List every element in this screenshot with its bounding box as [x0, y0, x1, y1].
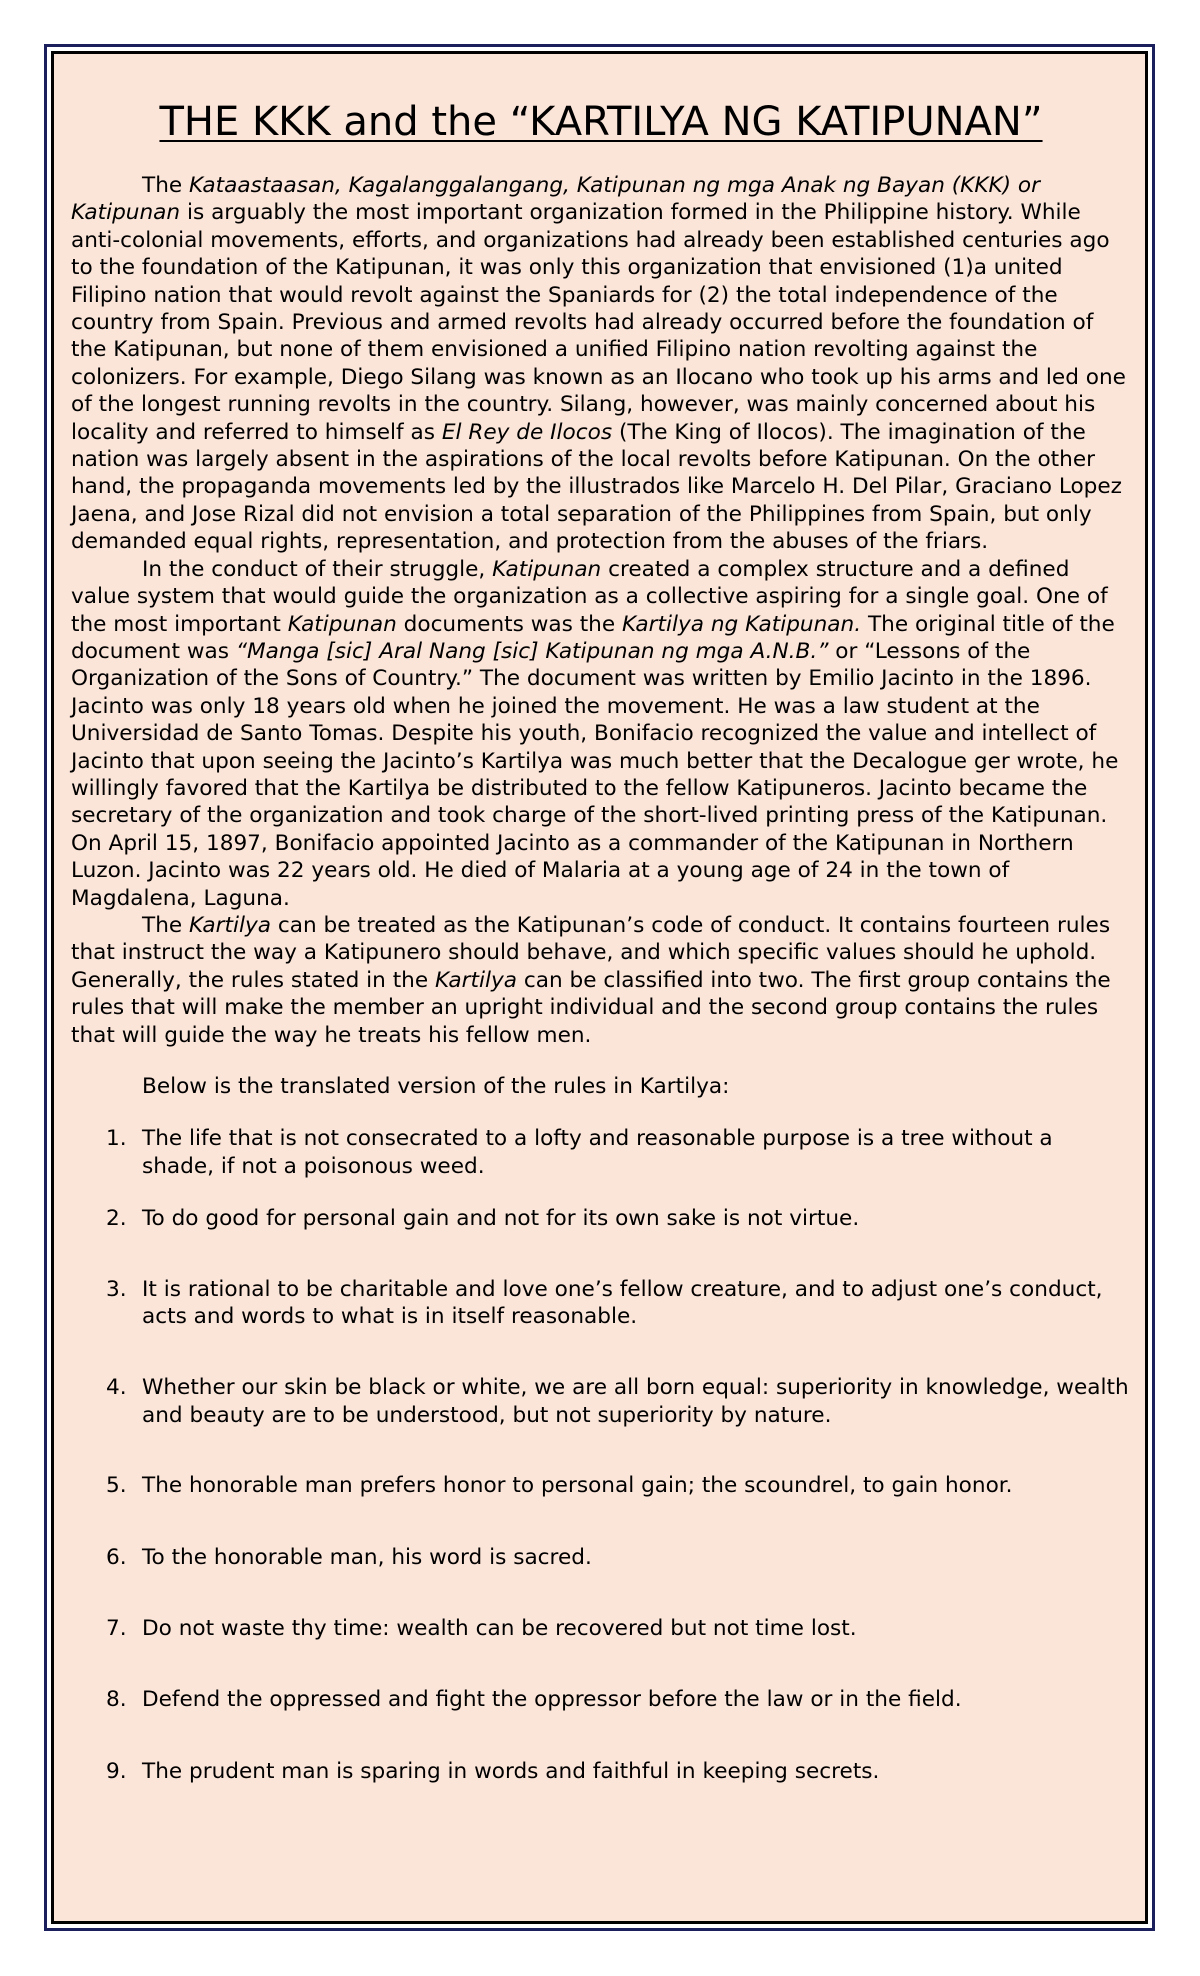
text-segment-italic: Kartilya ng Katipunan. [622, 611, 862, 637]
list-number: 9. [106, 1758, 127, 1784]
text-segment: created a complex structure and a defined value system that would guide the organization as a collective aspiring for a single goal. One of the most important [71, 556, 1108, 637]
text-segment-italic: “Manga [sic] Aral Nang [sic] Katipunan ng mga A.N.B.” [235, 638, 829, 664]
list-number: 7. [106, 1616, 127, 1642]
rule-text: Whether our skin be black or white, we are all born equal: superiority in knowledge, wealth and beauty are to be understood, but not superiority by nature. [142, 1375, 1129, 1428]
rule-text: To do good for personal gain and not for its own sake is not virtue. [142, 1206, 860, 1232]
rule-text: The life that is not consecrated to a lofty and reasonable purpose is a tree without a shade, if not a poisonous weed. [142, 1126, 1053, 1179]
list-item [71, 1125, 1131, 1180]
text-segment: can be treated as the Katipunan’s code of conduct. It contains fourteen rules that instruct the way a Katipunero should behave, and which specific values should he uphold. Generally, the rules stated in the [71, 912, 1111, 993]
list-number: 3. [106, 1276, 127, 1302]
rule-text: The honorable man prefers honor to personal gain; the scoundrel, to gain honor. [142, 1473, 1013, 1499]
text-segment: is arguably the most important organization formed in the Philippine history. While anti-colonial movements, efforts, and organizations had already been established centuries ago to the foundation of the Katipunan, it was only this organization that envisioned (1)a united Filipino nation that would revolt against the Spaniards for (2) the total independence of the country from Spain. Previous and armed revolts had already occurred before the foundation of the Katipunan, but none of them envisioned a unified Filipino nation revolting against the colonizers. For example, Diego Silang was known as an Ilocano who took up his arms and led one of the longest running revolts in the country. Silang, however, was mainly concerned about his locality and referred to himself as [71, 200, 1126, 445]
text-segment-italic: El Rey de Ilocos [441, 419, 613, 445]
text-segment-italic: Kartilya [435, 967, 517, 993]
paragraph-kartilya-history [71, 556, 1131, 912]
rules-intro: Below is the translated version of the rules in Kartilya: [142, 1074, 730, 1099]
list-number: 8. [106, 1687, 127, 1713]
rule-text: It is rational to be charitable and love one’s fellow creature, and to adjust one’s conduct, acts and words to what is in itself reasonable. [142, 1276, 1103, 1330]
paragraph-kkk-intro [71, 172, 1131, 556]
text-segment: The [142, 173, 190, 198]
text-segment: The original title of the document was [71, 611, 1115, 664]
list-item [71, 1615, 1131, 1642]
paragraph-code-of-conduct [71, 912, 1131, 1049]
list-item [71, 1758, 1131, 1785]
text-segment: can be classified into two. The first group contains the rules that will make the member an upright individual and the second group contains the rules that will guide the way he treats his fellow men. [71, 967, 1111, 1048]
text-segment-italic: Katipunan [492, 556, 602, 582]
text-segment-italic: Kartilya [189, 912, 272, 938]
text-segment: (The King of Ilocos). The imagination of the nation was largely absent in the aspirations of the local revolts before Katipunan. On the other hand, the propaganda movements led by the illustrados like Marcelo H. Del Pilar, Graciano Lopez Jaena, and Jose Rizal did not envision a total separation of the Philippines from Spain, but only demanded equal rights, representation, and protection from the abuses of the friars. [71, 419, 1123, 555]
text-segment: or “Lessons of the Organization of the Sons of Country.” The document was written by Emilio Jacinto in the 1896. Jacinto was only 18 years old when he joined the movement. He was a law student at the Universidad de Santo Tomas. Despite his youth, Bonifacio recognized the value and intellect of Jacinto that upon seeing the Jacinto’s Kartilya was much better that the Decalogue ger wrote, he willingly favored that the Kartilya be distributed to the fellow Katipuneros. Jacinto became the secretary of the organization and took charge of the short-lived printing press of the Katipunan. On April 15, 1897, Bonifacio appointed Jacinto as a commander of the Katipunan in Northern Luzon. Jacinto was 22 years old. He died of Malaria at a young age of 24 in the town of Magdalena, Laguna. [71, 638, 1119, 911]
text-segment-italic: Kataastaasan, Kagalanggalangang, Katipunan ng mga Anak ng Bayan (KKK) or Katipunan [71, 173, 1041, 226]
list-item [71, 1544, 1131, 1571]
list-item [71, 1276, 1131, 1331]
text-segment: The [142, 912, 190, 938]
document-body [71, 96, 1131, 1785]
rule-text: The prudent man is sparing in words and faithful in keeping secrets. [142, 1758, 880, 1784]
list-number: 1. [106, 1126, 127, 1152]
rule-text: Defend the oppressed and fight the oppressor before the law or in the field. [142, 1687, 962, 1713]
list-item [71, 1205, 1131, 1232]
list-number: 5. [106, 1473, 127, 1499]
rules-list [71, 1125, 1131, 1785]
text-segment: In the conduct of their struggle, [142, 556, 493, 582]
text-segment: documents was the [396, 611, 623, 637]
list-number: 4. [106, 1375, 127, 1401]
list-number: 6. [106, 1544, 127, 1570]
list-item [71, 1472, 1131, 1499]
list-item [71, 1686, 1131, 1713]
rule-text: To the honorable man, his word is sacred. [142, 1544, 592, 1570]
text-segment-italic: Katipunan [287, 611, 397, 637]
rule-text: Do not waste thy time: wealth can be recovered but not time lost. [142, 1616, 857, 1642]
document-title: THE KKK and the “KARTILYA NG KATIPUNAN” [159, 99, 1043, 145]
list-item [71, 1374, 1131, 1429]
list-number: 2. [106, 1206, 127, 1232]
